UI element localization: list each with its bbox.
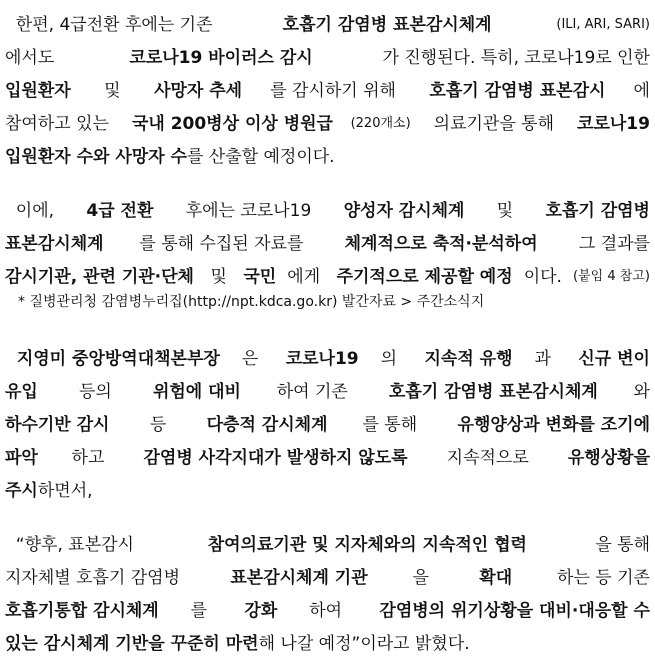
bold-text-run: 표본감시체계 xyxy=(5,234,104,254)
paragraph-2-line-1 xyxy=(5,198,650,224)
text-run: 하면서, xyxy=(37,481,93,501)
text-run: 참여하고 있는 xyxy=(5,114,115,134)
text-run: (ILI, ARI, SARI) xyxy=(556,17,650,32)
paragraph-3-line-1 xyxy=(5,346,650,372)
text-run: 을 xyxy=(412,568,435,588)
text-run: 및 xyxy=(491,201,519,221)
text-run: 후에는 코로나19 xyxy=(180,201,317,221)
paragraph-1-line-2 xyxy=(5,45,650,71)
text-run: 한편, 4급전환 후에는 기존 xyxy=(5,15,218,35)
text-run: “향후, 표본감시 xyxy=(5,535,140,555)
bold-text-run: 파악 xyxy=(5,448,38,468)
text-run: 과 xyxy=(534,349,557,369)
text-run: 를 감시하기 위해 xyxy=(270,81,402,101)
text-run: 이다. xyxy=(523,267,562,287)
paragraph-4-line-1 xyxy=(5,532,650,558)
text-run: 하고 xyxy=(71,448,110,468)
bold-text-run: 주기적으로 제공할 예정 xyxy=(336,267,513,287)
bold-text-run: 사망자 추세 xyxy=(154,81,243,101)
bold-text-run: 감시기관, 관련 기관·단체 xyxy=(5,267,194,287)
text-run: 이에, xyxy=(5,201,60,221)
bold-text-run: 위험에 대비 xyxy=(152,382,241,402)
bold-text-run: 지영미 중앙방역대책본부장 xyxy=(5,349,220,369)
text-run: 해 나갈 예정”이라고 밝혔다. xyxy=(258,634,470,654)
text-run: 와 xyxy=(633,382,650,402)
bold-text-run: 표본감시체계 기관 xyxy=(230,568,368,588)
bold-text-run: 입원환자 xyxy=(5,81,71,101)
bold-text-run: 코로나19 바이러스 감시 xyxy=(129,48,313,68)
text-run: 지자체별 호흡기 감염병 xyxy=(5,568,186,588)
text-run: 은 xyxy=(241,349,264,369)
paragraph-3-line-5 xyxy=(5,478,650,504)
bold-text-run: 신규 변이 xyxy=(578,349,650,369)
text-run: 의 xyxy=(380,349,403,369)
text-run: 하는 등 기존 xyxy=(557,568,650,588)
bold-text-run: 국내 200병상 이상 병원급 xyxy=(131,114,333,134)
bold-text-run: 코로나19 xyxy=(577,114,650,134)
bold-text-run: 코로나19 xyxy=(285,349,359,369)
paragraph-4-line-2 xyxy=(5,565,650,591)
paragraph-2-line-2 xyxy=(5,231,650,257)
text-run: 및 xyxy=(98,81,126,101)
paragraph-3-line-4 xyxy=(5,445,650,471)
paragraph-4-line-3 xyxy=(5,598,650,624)
bold-text-run: 주시 xyxy=(5,481,38,501)
paragraph-1-line-1 xyxy=(5,12,650,38)
bold-text-run: 국민 xyxy=(243,267,277,287)
footnote: * 질병관리청 감염병누리집(http://npt.kdca.go.kr) 발간자료 > 주간소식지 xyxy=(18,294,485,310)
text-run: 및 xyxy=(205,267,233,287)
bold-text-run: 4급 전환 xyxy=(86,201,154,221)
text-run: 에 xyxy=(633,81,650,101)
text-run: 등 xyxy=(144,415,172,435)
text-run: 을 통해 xyxy=(595,535,650,555)
bold-text-run: 호흡기 감염병 표본감시체계 xyxy=(388,382,598,402)
text-run: 그 결과를 xyxy=(573,234,650,254)
paragraph-1-line-5 xyxy=(5,144,650,170)
text-run: 의료기관을 통해 xyxy=(428,114,560,134)
bold-text-run: 지속적 유행 xyxy=(424,349,513,369)
bold-text-run: 호흡기 감염병 표본감시체계 xyxy=(282,15,492,35)
bold-text-run: 감염병의 위기상황을 대비·대응할 수 xyxy=(379,601,650,621)
bold-text-run: 있는 감시체계 기반을 꾸준히 마련 xyxy=(5,634,259,654)
text-run: 에서도 xyxy=(5,48,60,68)
bold-text-run: 입원환자 수와 사망자 수 xyxy=(5,147,187,167)
text-run: (220개소) xyxy=(350,116,411,131)
bold-text-run: 호흡기 감염병 표본감시 xyxy=(429,81,606,101)
bold-text-run: 양성자 감시체계 xyxy=(343,201,465,221)
paragraph-3-line-2 xyxy=(5,379,650,405)
text-run: 를 통해 수집된 자료를 xyxy=(139,234,309,254)
bold-text-run: 호흡기통합 감시체계 xyxy=(5,601,159,621)
paragraph-1-line-3 xyxy=(5,78,650,104)
text-run: 를 통해 xyxy=(362,415,423,435)
paragraph-2-line-3 xyxy=(5,264,650,290)
text-run: 지속적으로 xyxy=(441,448,535,468)
bold-text-run: 강화 xyxy=(244,601,278,621)
bold-text-run: 유행상황을 xyxy=(567,448,650,468)
text-run: (붙임 4 참고) xyxy=(573,269,650,284)
bold-text-run: 감염병 사각지대가 발생하지 않도록 xyxy=(143,448,408,468)
bold-text-run: 확대 xyxy=(479,568,513,588)
paragraph-4-line-4 xyxy=(5,631,650,657)
text-run: 에게 xyxy=(287,267,326,287)
bold-text-run: 하수기반 감시 xyxy=(5,415,110,435)
text-run: 하여 기존 xyxy=(276,382,354,402)
paragraph-3-line-3 xyxy=(5,412,650,438)
bold-text-run: 유행양상과 변화를 조기에 xyxy=(457,415,650,435)
paragraph-1-line-4 xyxy=(5,111,650,137)
bold-text-run: 호흡기 감염병 xyxy=(545,201,650,221)
text-run: 등의 xyxy=(73,382,118,402)
text-run: 하여 xyxy=(309,601,348,621)
text-run: 를 산출할 예정이다. xyxy=(186,147,335,167)
text-run: 를 xyxy=(190,601,213,621)
bold-text-run: 유입 xyxy=(5,382,38,402)
text-run: 가 진행된다. 특히, 코로나19로 인한 xyxy=(382,48,650,68)
bold-text-run: 다층적 감시체계 xyxy=(206,415,328,435)
bold-text-run: 참여의료기관 및 지자체와의 지속적인 협력 xyxy=(207,535,527,555)
bold-text-run: 체계적으로 축적·분석하여 xyxy=(344,234,538,254)
